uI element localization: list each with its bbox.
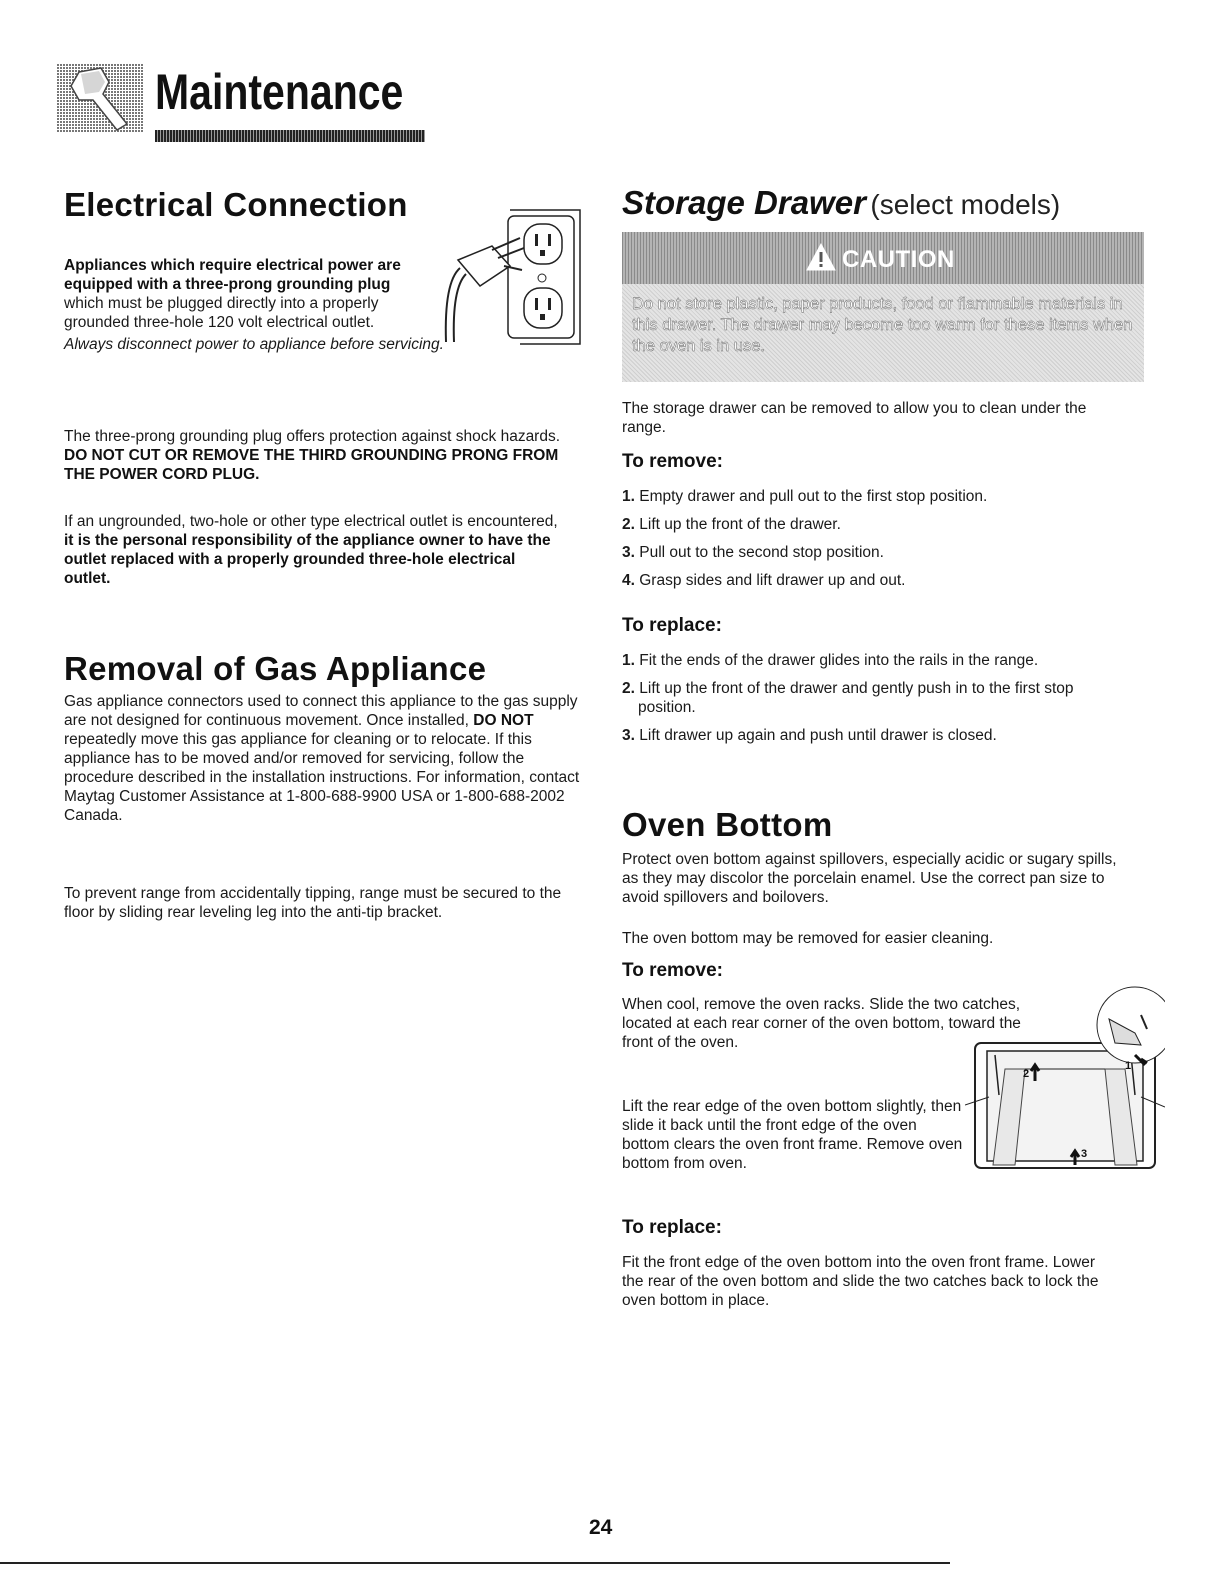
list-item xyxy=(622,726,1142,745)
oven-remove-p1: When cool, remove the oven racks. Slide the two catches, located at each rear corner of the oven bottom, toward the front of the oven. xyxy=(622,996,1021,1051)
removal-p1-bold: DO NOT xyxy=(473,712,534,729)
electrical-intro-bold: Appliances which require electrical power are equipped with a three-prong grounding plug xyxy=(64,257,401,293)
warning-triangle-icon xyxy=(806,243,836,276)
oven-remove-p2: Lift the rear edge of the oven bottom slightly, then slide it back until the front edge of the oven bottom clears the oven front frame. Remove oven bottom from oven. xyxy=(622,1098,963,1172)
list-item xyxy=(622,679,1128,717)
list-item xyxy=(622,487,1142,506)
step-number: 3. xyxy=(622,544,635,561)
step-number: 1. xyxy=(622,652,635,669)
outlet-illustration xyxy=(430,208,590,348)
electrical-p2 xyxy=(64,427,564,484)
electrical-p3 xyxy=(64,512,564,588)
oven-p2: The oven bottom may be removed for easier cleaning. xyxy=(622,930,994,947)
oven-remove-heading: To remove: xyxy=(622,960,724,981)
header-rule xyxy=(155,130,425,142)
removal-p2: To prevent range from accidentally tipping, range must be secured to the floor by sliding rear leveling leg into the anti-tip bracket. xyxy=(64,885,562,921)
electrical-p2-normal: The three-prong grounding plug offers protection against shock hazards. xyxy=(64,428,561,445)
diagram-label: 3 xyxy=(1081,1148,1088,1160)
storage-title: Storage Drawer xyxy=(622,184,866,221)
caution-label-row xyxy=(806,243,955,276)
removal-p1 xyxy=(64,692,584,825)
step-text: Grasp sides and lift drawer up and out. xyxy=(639,572,906,589)
header-icon xyxy=(57,64,144,132)
electrical-warning: Always disconnect power to appliance before servicing. xyxy=(64,336,444,353)
step-number: 3. xyxy=(622,727,635,744)
list-item xyxy=(622,515,1142,534)
storage-title-row xyxy=(622,184,1060,222)
caution-box xyxy=(622,232,1144,382)
removal-p1-a: Gas appliance connectors used to connect this appliance to the gas supply are not designed for continuous movement. Once installed, xyxy=(64,693,578,729)
page-number: 24 xyxy=(589,1516,613,1539)
diagram-label: 2 xyxy=(1023,1068,1030,1080)
electrical-title: Electrical Connection xyxy=(64,186,408,223)
removal-title: Removal of Gas Appliance xyxy=(64,650,487,687)
electrical-p3-bold: it is the personal responsibility of the appliance owner to have the outlet replaced with a properly grounded three-hole electrical outlet. xyxy=(64,532,551,587)
storage-replace-list xyxy=(622,651,1142,754)
storage-title-note: (select models) xyxy=(870,189,1061,220)
caution-text: Do not store plastic, paper products, food or flammable materials in this drawer. The drawer may become too warm for these items when the oven is in use. xyxy=(632,295,1133,355)
step-number: 2. xyxy=(622,680,635,697)
step-text: Lift up the front of the drawer. xyxy=(639,516,841,533)
step-number: 4. xyxy=(622,572,635,589)
oven-replace-p: Fit the front edge of the oven bottom into the oven front frame. Lower the rear of the oven bottom and slide the two catches back to lock the oven bottom in place. xyxy=(622,1254,1099,1309)
electrical-intro xyxy=(64,256,409,332)
storage-remove-list xyxy=(622,487,1142,599)
step-number: 1. xyxy=(622,488,635,505)
storage-remove-heading: To remove: xyxy=(622,451,724,472)
step-text: Pull out to the second stop position. xyxy=(639,544,884,561)
section-title: Maintenance xyxy=(155,64,404,120)
list-item xyxy=(622,651,1142,670)
oven-replace-heading: To replace: xyxy=(622,1217,722,1238)
step-text: Lift drawer up again and push until drawer is closed. xyxy=(639,727,997,744)
oven-title: Oven Bottom xyxy=(622,806,833,843)
diagram-label: 1 xyxy=(1125,1060,1132,1072)
storage-replace-heading: To replace: xyxy=(622,615,722,636)
footer-rule xyxy=(0,1562,950,1564)
step-number: 2. xyxy=(622,516,635,533)
storage-intro: The storage drawer can be removed to allow you to clean under the range. xyxy=(622,400,1087,436)
list-item xyxy=(622,571,1142,590)
electrical-intro-rest: which must be plugged directly into a properly grounded three-hole 120 volt electrical outlet. xyxy=(64,295,379,331)
step-text: Lift up the front of the drawer and gently push in to the first stop position. xyxy=(638,680,1074,716)
removal-p1-b: repeatedly move this gas appliance for cleaning or to relocate. If this appliance has to be moved and/or removed for servicing, follow the procedure described in the installation instructions. For information, contact Maytag Customer Assistance at 1-800-688-9900 USA or 1-800-688-2002 Canada. xyxy=(64,731,580,824)
step-text: Fit the ends of the drawer glides into the rails in the range. xyxy=(639,652,1039,669)
electrical-p2-bold: DO NOT CUT OR REMOVE THE THIRD GROUNDING PRONG FROM THE POWER CORD PLUG. xyxy=(64,447,559,483)
list-item xyxy=(622,543,1142,562)
step-text: Empty drawer and pull out to the first stop position. xyxy=(639,488,988,505)
oven-bottom-diagram xyxy=(965,985,1165,1185)
electrical-p3-normal: If an ungrounded, two-hole or other type electrical outlet is encountered, xyxy=(64,513,558,530)
caution-label: CAUTION xyxy=(842,245,955,273)
oven-p1: Protect oven bottom against spillovers, especially acidic or sugary spills, as they may discolor the porcelain enamel. Use the correct pan size to avoid spillovers and boilovers. xyxy=(622,851,1117,906)
